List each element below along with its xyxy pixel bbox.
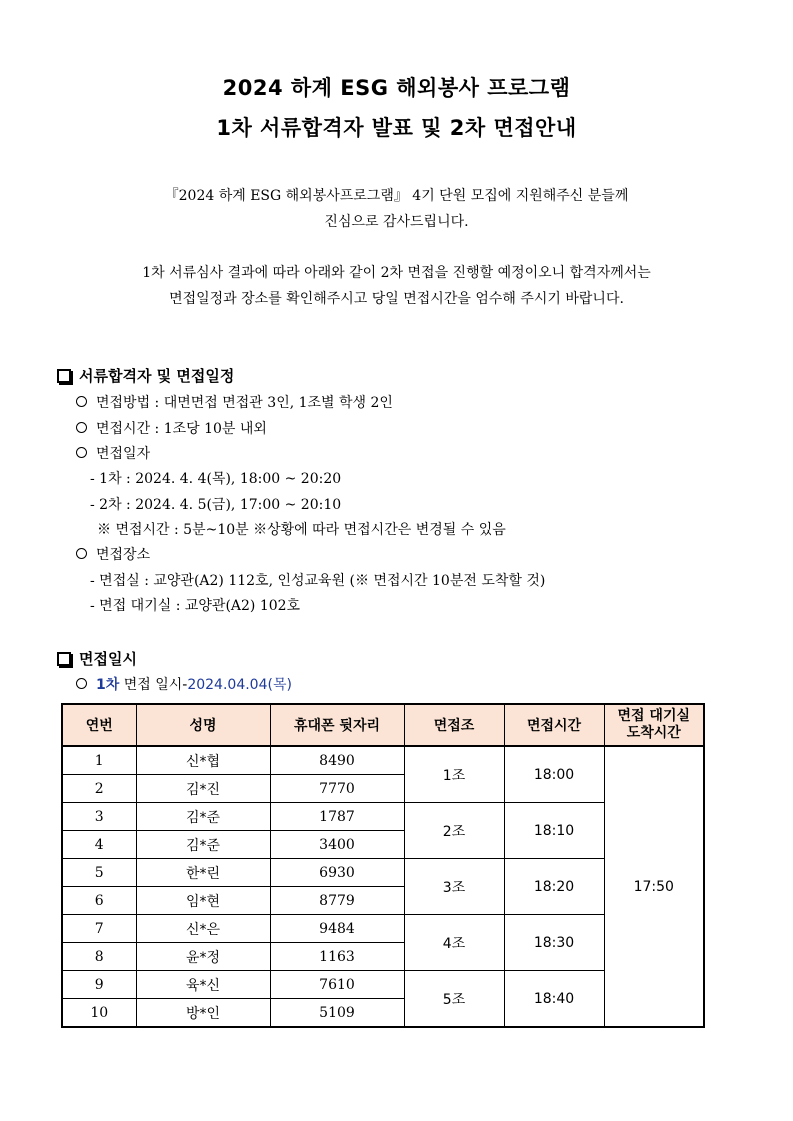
method-item — [76, 393, 393, 413]
row-phone: 8779 — [270, 887, 404, 915]
row-no: 9 — [62, 971, 136, 999]
row-time: 18:20 — [504, 859, 604, 915]
row-group: 2조 — [404, 803, 504, 859]
duration-item — [76, 419, 267, 439]
row-phone: 5109 — [270, 999, 404, 1028]
row-phone: 8490 — [270, 746, 404, 775]
row-no: 1 — [62, 746, 136, 775]
header-time: 면접시간 — [504, 704, 604, 746]
row-no: 7 — [62, 915, 136, 943]
row-phone: 6930 — [270, 859, 404, 887]
header-group: 면접조 — [404, 704, 504, 746]
notice-paragraph — [0, 260, 793, 312]
row-no: 2 — [62, 775, 136, 803]
section-interview-title: 면접일시 — [79, 650, 137, 668]
header-no: 연번 — [62, 704, 136, 746]
header-arrival-line-1: 면접 대기실 — [617, 708, 690, 724]
section-schedule-title: 서류합격자 및 면접일정 — [79, 367, 235, 385]
row-group: 1조 — [404, 746, 504, 803]
row-group: 5조 — [404, 971, 504, 1028]
intro-line-2: 진심으로 감사드립니다. — [324, 214, 469, 230]
interview-date-line — [76, 675, 292, 695]
intro-paragraph — [0, 183, 793, 235]
notice-line-1: 1차 서류심사 결과에 따라 아래와 같이 2차 면접을 진행할 예정이오니 합격자께서는 — [142, 265, 651, 281]
row-phone: 1787 — [270, 803, 404, 831]
arrival-time: 17:50 — [604, 746, 704, 1027]
date-1: - 1차 : 2024. 4. 4(목), 18:00 ~ 20:20 — [90, 471, 342, 487]
row-name: 임*현 — [136, 887, 270, 915]
intro-line-1: 『2024 하계 ESG 해외봉사프로그램』 4기 단원 모집에 지원해주신 분들께 — [164, 188, 629, 204]
place-2: - 면접 대기실 : 교양관(A2) 102호 — [90, 598, 301, 614]
round-label: 1차 — [96, 677, 120, 693]
header-arrival — [604, 704, 704, 746]
row-group: 4조 — [404, 915, 504, 971]
circle-bullet-icon — [76, 396, 87, 407]
date-2: - 2차 : 2024. 4. 5(금), 17:00 ~ 20:10 — [90, 497, 342, 513]
row-no: 5 — [62, 859, 136, 887]
checkbox-square-icon — [57, 369, 71, 383]
row-name: 방*인 — [136, 999, 270, 1028]
row-name: 김*진 — [136, 775, 270, 803]
row-no: 6 — [62, 887, 136, 915]
table-row — [62, 746, 704, 775]
row-name: 김*준 — [136, 803, 270, 831]
circle-bullet-icon — [76, 548, 87, 559]
title-line-1: 2024 하계 ESG 해외봉사 프로그램 — [222, 76, 571, 100]
section-interview-heading — [57, 648, 137, 669]
row-name: 신*협 — [136, 746, 270, 775]
table-header-row — [62, 704, 704, 746]
row-name: 윤*정 — [136, 943, 270, 971]
row-name: 김*준 — [136, 831, 270, 859]
row-name: 육*신 — [136, 971, 270, 999]
header-arrival-line-2: 도착시간 — [626, 725, 681, 741]
row-phone: 1163 — [270, 943, 404, 971]
header-name: 성명 — [136, 704, 270, 746]
interview-table — [61, 703, 705, 1028]
date-note: ※ 면접시간 : 5분~10분 ※상황에 따라 면접시간은 변경될 수 있음 — [97, 522, 506, 538]
place-item — [76, 545, 150, 565]
row-phone: 9484 — [270, 915, 404, 943]
row-phone: 7610 — [270, 971, 404, 999]
interview-date-value: 2024.04.04(목) — [187, 677, 292, 693]
row-no: 8 — [62, 943, 136, 971]
row-time: 18:30 — [504, 915, 604, 971]
header-phone: 휴대폰 뒷자리 — [270, 704, 404, 746]
row-no: 3 — [62, 803, 136, 831]
checkbox-square-icon — [57, 652, 71, 666]
row-no: 10 — [62, 999, 136, 1028]
place-1: - 면접실 : 교양관(A2) 112호, 인성교육원 (※ 면접시간 10분전 도착할 것) — [90, 573, 546, 589]
row-phone: 3400 — [270, 831, 404, 859]
section-schedule-heading — [57, 365, 234, 386]
row-name: 신*은 — [136, 915, 270, 943]
row-time: 18:10 — [504, 803, 604, 859]
title-line-2: 1차 서류합격자 발표 및 2차 면접안내 — [216, 116, 577, 140]
circle-bullet-icon — [76, 447, 87, 458]
row-group: 3조 — [404, 859, 504, 915]
row-time: 18:00 — [504, 746, 604, 803]
notice-line-2: 면접일정과 장소를 확인해주시고 당일 면접시간을 엄수해 주시기 바랍니다. — [169, 291, 624, 307]
row-phone: 7770 — [270, 775, 404, 803]
method-text: 면접방법 : 대면면접 면접관 3인, 1조별 학생 2인 — [96, 395, 393, 411]
dates-label: 면접일자 — [96, 446, 151, 462]
circle-bullet-icon — [76, 678, 87, 689]
dates-item — [76, 444, 150, 464]
place-label: 면접장소 — [96, 547, 151, 563]
circle-bullet-icon — [76, 422, 87, 433]
interview-date-label: 면접 일시- — [119, 677, 188, 693]
row-no: 4 — [62, 831, 136, 859]
row-time: 18:40 — [504, 971, 604, 1028]
row-name: 한*린 — [136, 859, 270, 887]
duration-text: 면접시간 : 1조당 10분 내외 — [96, 421, 267, 437]
